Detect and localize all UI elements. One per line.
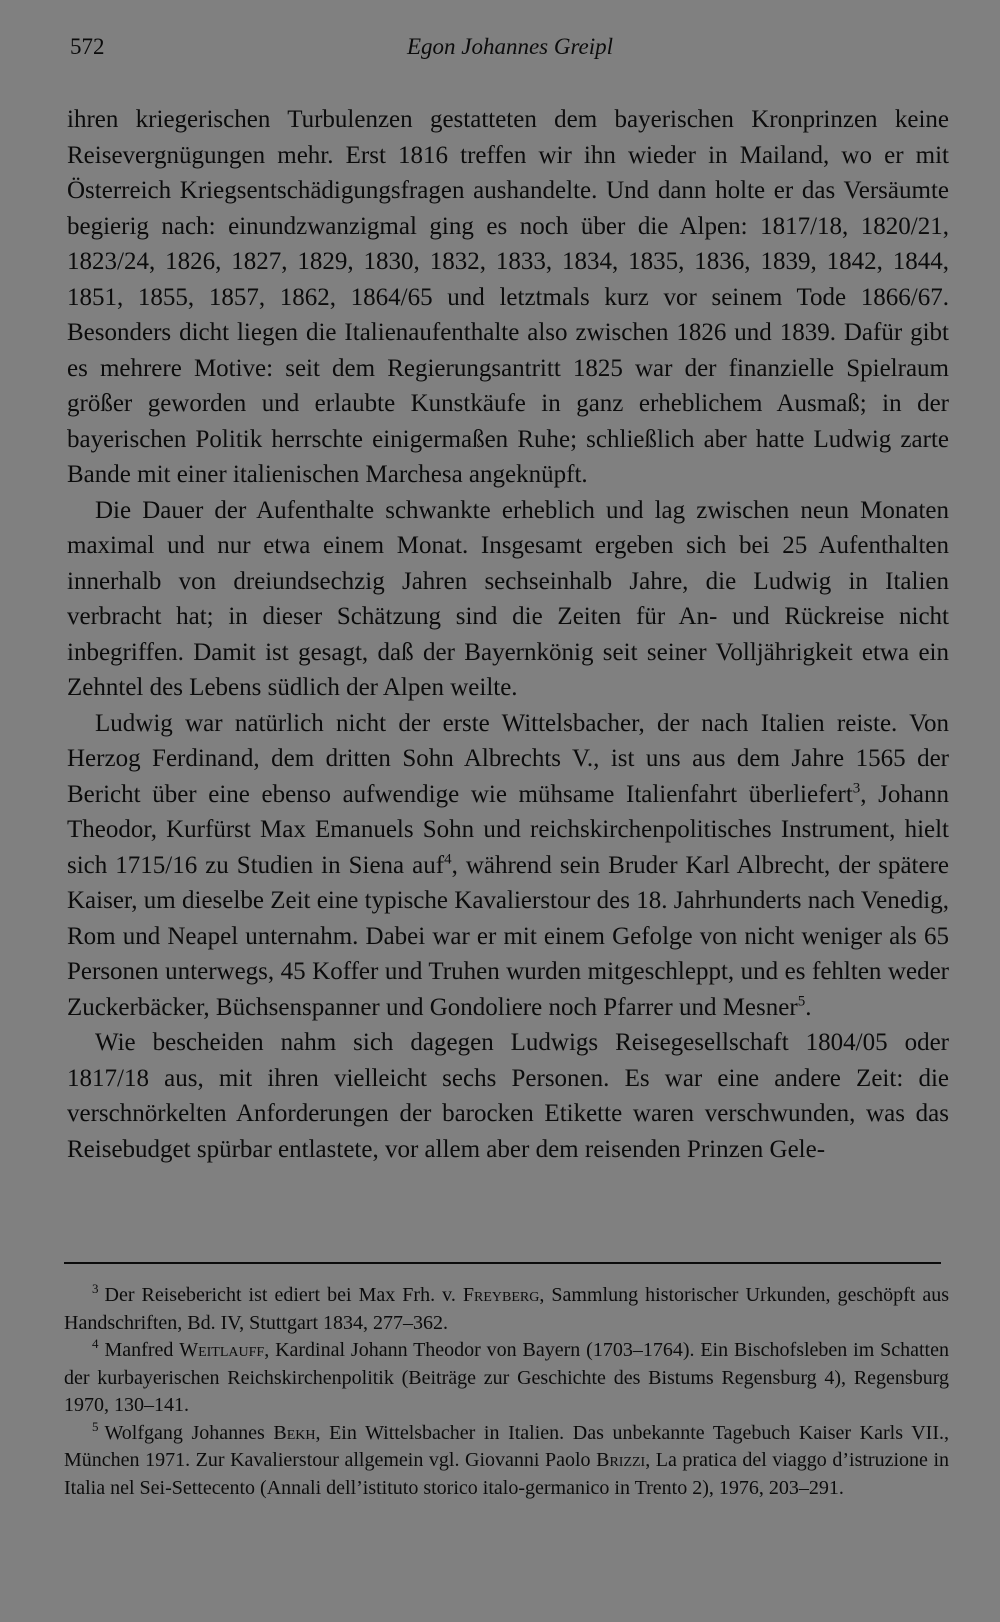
- paragraph-3-text-d: .: [805, 993, 812, 1021]
- running-head: [70, 34, 950, 70]
- footnote-text: , La pratica del viaggo d’istruzione in Italia nel Sei-Settecento (Annali dell’istituto storico italo-germanico in Trento 2), 1976, 203–291.: [64, 1449, 949, 1499]
- footnote-author: Freyberg: [462, 1284, 540, 1306]
- paragraph-3-text-a: Ludwig war natürlich nicht der erste Wittelsbacher, der nach Italien reiste. Von Herzog Ferdinand, dem dritten Sohn Albrechts V., ist uns aus dem Jahre 1565 der Bericht über eine ebenso aufwendige wie mühsame Italienfahrt überliefert: [67, 709, 949, 808]
- footnote-3: [64, 1282, 949, 1337]
- footnote-text: Manfred: [104, 1339, 180, 1361]
- footnote-number: 4: [92, 1336, 99, 1352]
- footnote-author: Brizzi: [596, 1449, 646, 1471]
- footnote-ref-5[interactable]: 5: [797, 993, 806, 1010]
- paragraph-3-text-b: , Johann Theodor, Kurfürst Max Emanuels Sohn und reichskirchenpolitisches Instrument, hielt sich 1715/16 zu Studien in Siena auf: [67, 780, 949, 879]
- footnote-text: Der Reisebericht ist ediert bei Max Frh. v.: [104, 1284, 463, 1306]
- paragraph-1: ihren kriegerischen Turbulenzen gestatteten dem bayerischen Kronprinzen keine Reisevergnügungen mehr. Erst 1816 treffen wir ihn wieder in Mailand, wo er mit Österreich Kriegsentschädigungsfragen aushandelte. Und dann holte er das Versäumte begierig nach: einundzwanzigmal ging es noch über die Alpen: 1817/18, 1820/21, 1823/24, 1826, 1827, 1829, 1830, 1832, 1833, 1834, 1835, 1836, 1839, 1842, 1844, 1851, 1855, 1857, 1862, 1864/65 und letztmals kurz vor seinem Tode 1866/67. Besonders dicht liegen die Italienaufenthalte also zwischen 1826 und 1839. Dafür gibt es mehrere Motive: seit dem Regierungsantritt 1825 war der finanzielle Spielraum größer geworden und erlaubte Kunstkäufe in ganz erheblichem Ausmaß; in der bayerischen Politik herrschte einigermaßen Ruhe; schließlich aber hatte Ludwig zarte Bande mit einer italienischen Marchesa angeknüpft.: [67, 106, 949, 488]
- footnote-author: Weitlauff: [179, 1339, 265, 1361]
- footnote-text: , Sammlung historischer Urkunden, geschöpft aus Handschriften, Bd. IV, Stuttgart 1834, 277–362.: [64, 1284, 950, 1334]
- footnote-author: Bekh: [273, 1421, 316, 1444]
- footnotes: [64, 1282, 949, 1502]
- footnote-ref-3[interactable]: 3: [852, 780, 861, 797]
- paragraph-4: Wie bescheiden nahm sich dagegen Ludwigs Reisegesellschaft 1804/05 oder 1817/18 aus, mit ihren vielleicht sechs Personen. Es war eine andere Zeit: die verschnörkelten Anforderungen der barocken Etikette waren verschwunden, was das Reisebudget spürbar entlastete, vor allem aber dem reisenden Prinzen Gele-: [67, 1029, 949, 1163]
- footnote-number: 3: [92, 1281, 99, 1297]
- paragraph-2: Die Dauer der Aufenthalte schwankte erheblich und lag zwischen neun Monaten maximal und nur etwa einem Monat. Insgesamt ergeben sich bei 25 Aufenthalten innerhalb von dreiundsechzig Jahren sechseinhalb Jahre, die Ludwig in Italien verbracht hat; in dieser Schätzung sind die Zeiten für An- und Rückreise nicht inbegriffen. Damit ist gesagt, daß der Bayernkönig seit seiner Volljährigkeit etwa ein Zehntel des Lebens südlich der Alpen weilte.: [67, 496, 949, 701]
- paragraph-3-text-c: , während sein Bruder Karl Albrecht, der spätere Kaiser, um dieselbe Zeit eine typische Kavalierstour des 18. Jahrhunderts nach Venedig, Rom und Neapel unternahm. Dabei war er mit einem Gefolge von nicht weniger als 65 Personen unterwegs, 45 Koffer und Truhen wurden mitgeschleppt, und es fehlten weder Zuckerbäcker, Büchsenspanner und Gondoliere noch Pfarrer und Mesner: [67, 851, 949, 1021]
- running-title: Egon Johannes Greipl: [406, 34, 614, 59]
- body-text: [67, 102, 949, 1167]
- footnote-5: [64, 1420, 949, 1503]
- footnote-text: , Ein Wittelsbacher in Italien. Das unbekannte Tagebuch Kaiser Karls VII., München 1971. Zur Kavalierstour allgemein vgl. Giovanni Paolo: [64, 1421, 949, 1471]
- footnote-4: [64, 1337, 949, 1420]
- footnote-divider: [64, 1262, 941, 1264]
- footnote-text: , Kardinal Johann Theodor von Bayern (1703–1764). Ein Bischofsleben im Schatten der kurbayerischen Reichskirchenpolitik (Beiträge zur Geschichte des Bistums Regensburg 4), Regensburg 1970, 130–141.: [64, 1339, 949, 1416]
- footnote-number: 5: [92, 1418, 99, 1434]
- page-number: 572: [70, 34, 105, 59]
- footnote-text: Wolfgang Johannes: [104, 1421, 274, 1444]
- paragraph-3: [67, 706, 949, 1026]
- footnote-ref-4[interactable]: 4: [444, 851, 452, 868]
